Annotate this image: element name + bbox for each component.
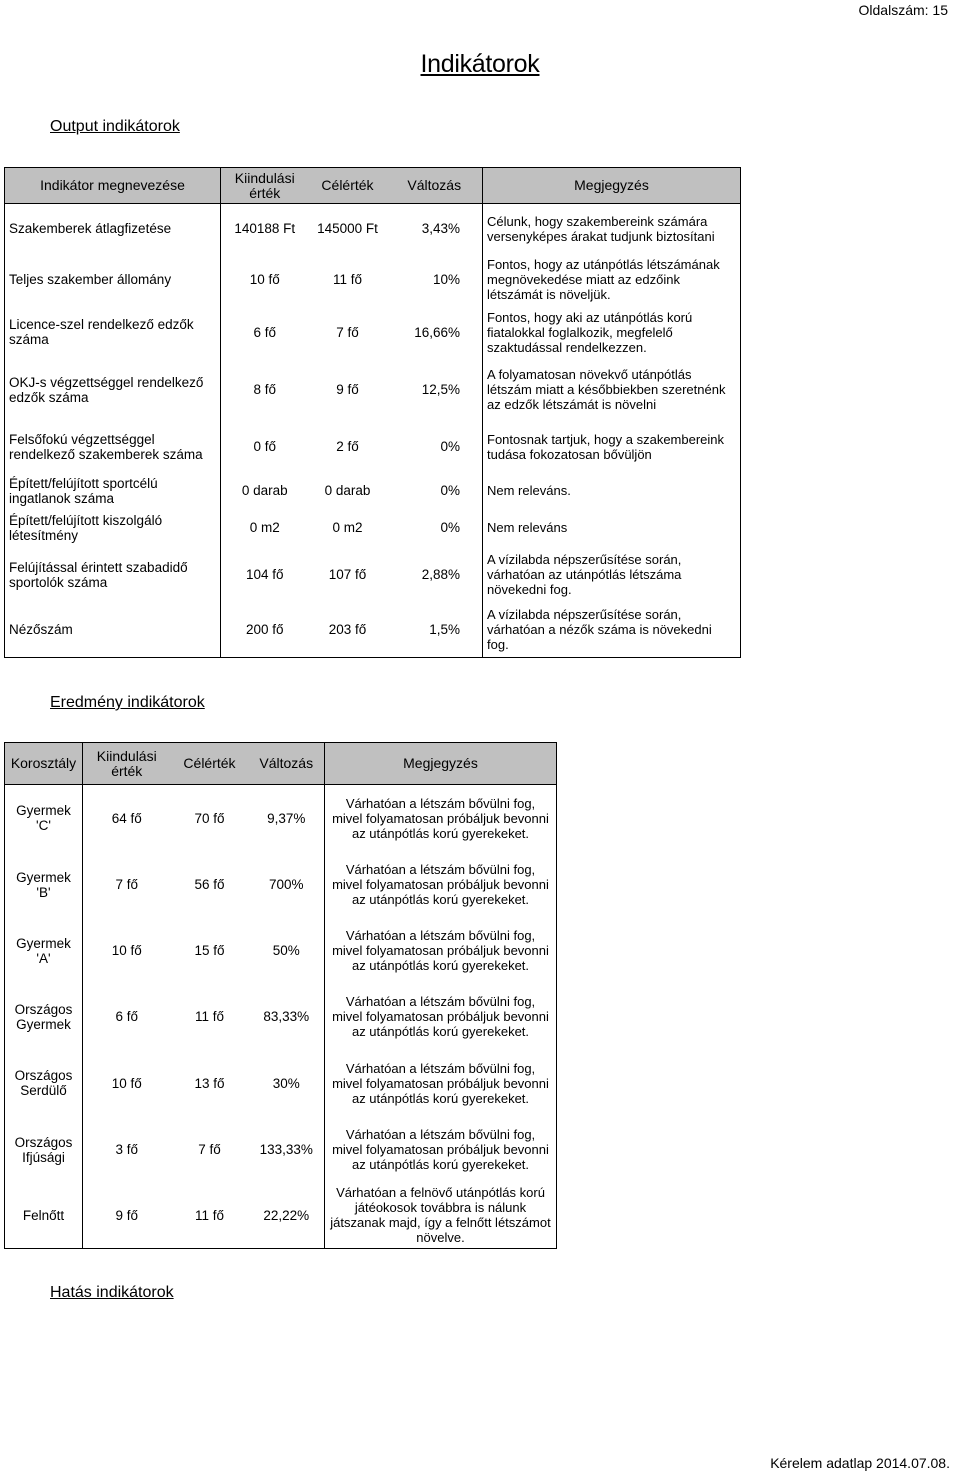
table-row xyxy=(5,359,741,421)
cell-initial: 0 m2 xyxy=(249,520,280,535)
cell-target: 7 fő xyxy=(198,1142,221,1157)
impact-section-title: Hatás indikátorok xyxy=(50,1284,174,1301)
cell-name: Gyermek 'A' xyxy=(5,918,83,984)
cell-target: 107 fő xyxy=(328,567,367,582)
cell-target: 70 fő xyxy=(194,810,225,826)
cell-note: Várhatóan a létszám bővülni fog, mivel folyamatosan próbáljuk bevonni az utánpótlás korú gyerekeket. xyxy=(332,1060,549,1106)
cell-target: 0 m2 xyxy=(332,520,363,535)
header-target-value: Célérték xyxy=(309,168,387,204)
table-row xyxy=(5,984,557,1050)
cell-initial: 0 fő xyxy=(253,439,277,454)
cell-name: Licence-szel rendelkező edzők száma xyxy=(5,306,221,359)
cell-initial: 7 fő xyxy=(115,877,139,892)
cell-target: 0 darab xyxy=(324,483,371,498)
table-row xyxy=(5,204,741,254)
output-indicators-table xyxy=(4,167,741,658)
cell-change: 0% xyxy=(387,509,483,547)
cell-name: Országos Gyermek xyxy=(5,984,83,1050)
cell-change: 10% xyxy=(387,254,483,306)
header-note: Megjegyzés xyxy=(483,168,741,204)
table-row xyxy=(5,421,741,473)
cell-name: Épített/felújított sportcélú ingatlanok száma xyxy=(5,473,221,509)
cell-initial: 9 fő xyxy=(115,1207,139,1223)
table-header-row xyxy=(5,168,741,204)
table-row xyxy=(5,1117,557,1183)
header-initial-value: Kiindulási érték xyxy=(221,168,309,204)
cell-name: Gyermek 'B' xyxy=(5,852,83,918)
cell-note: Várhatóan a létszám bővülni fog, mivel folyamatosan próbáljuk bevonni az utánpótlás korú gyerekeket. xyxy=(332,1127,549,1172)
cell-name: OKJ-s végzettséggel rendelkező edzők száma xyxy=(5,359,221,421)
table-row xyxy=(5,852,557,918)
table-row xyxy=(5,473,741,509)
header-indicator-name: Indikátor megnevezése xyxy=(5,168,221,204)
cell-note: Fontos, hogy az utánpótlás létszámának megnövekedése miatt az edzőink létszámát is növeljük. xyxy=(487,257,720,302)
table-row xyxy=(5,918,557,984)
cell-target: 7 fő xyxy=(336,324,359,340)
cell-initial: 200 fő xyxy=(245,622,284,638)
cell-initial: 10 fő xyxy=(111,943,142,958)
cell-note: Várhatóan a létszám bővülni fog, mivel folyamatosan próbáljuk bevonni az utánpótlás korú gyerekeket. xyxy=(332,862,549,907)
cell-note: A vízilabda népszerűsítése során, várhatóan a nézők száma is növekedni fog. xyxy=(487,607,712,653)
cell-change: 1,5% xyxy=(387,603,483,658)
table-row xyxy=(5,785,557,852)
cell-change: 30% xyxy=(249,1050,325,1117)
footer-text: Kérelem adatlap 2014.07.08. xyxy=(770,1455,950,1471)
cell-initial: 104 fő xyxy=(245,567,284,582)
result-section-title: Eredmény indikátorok xyxy=(50,694,205,711)
cell-initial: 6 fő xyxy=(115,1009,139,1024)
cell-name: Felújítással érintett szabadidő sportolók száma xyxy=(5,547,221,603)
cell-change: 2,88% xyxy=(387,547,483,603)
cell-note: Nem releváns xyxy=(487,520,568,535)
page-title: Indikátorok xyxy=(420,50,540,78)
table-row xyxy=(5,1050,557,1117)
header-target-value: Célérték xyxy=(171,743,249,785)
cell-initial: 10 fő xyxy=(111,1075,142,1091)
cell-change: 133,33% xyxy=(249,1117,325,1183)
table-row xyxy=(5,254,741,306)
cell-target: 11 fő xyxy=(194,1207,225,1223)
cell-target: 9 fő xyxy=(336,382,359,397)
cell-initial: 10 fő xyxy=(249,272,280,287)
cell-name: Felnőtt xyxy=(5,1183,83,1249)
cell-change: 12,5% xyxy=(387,359,483,421)
cell-target: 11 fő xyxy=(194,1009,225,1024)
cell-note: Várhatóan a létszám bővülni fog, mivel folyamatosan próbáljuk bevonni az utánpótlás korú gyerekeket. xyxy=(332,795,549,841)
cell-name: Felsőfokú végzettséggel rendelkező szakemberek száma xyxy=(5,421,221,473)
cell-note: A folyamatosan növekvő utánpótlás létszám miatt a későbbiekben szeretnénk az edzők létszámát is növelni xyxy=(487,367,726,412)
cell-target: 56 fő xyxy=(194,877,225,892)
header-initial-value: Kiindulási érték xyxy=(83,743,171,785)
cell-target: 15 fő xyxy=(194,943,225,958)
cell-note: Várhatóan a létszám bővülni fog, mivel folyamatosan próbáljuk bevonni az utánpótlás korú gyerekeket. xyxy=(332,928,549,973)
cell-initial: 6 fő xyxy=(253,324,277,340)
cell-note: Várhatóan a felnövő utánpótlás korú játéokosok továbbra is nálunk játszanak majd, így a felnőtt létszámot növelve. xyxy=(330,1185,551,1246)
table-row xyxy=(5,1183,557,1249)
cell-change: 0% xyxy=(387,421,483,473)
cell-change: 22,22% xyxy=(249,1183,325,1249)
cell-target: 13 fő xyxy=(194,1075,225,1091)
cell-target: 145000 Ft xyxy=(317,221,378,237)
cell-note: Fontos, hogy aki az utánpótlás korú fiatalokkal foglalkozik, megfelelő szaktudással rendelkezzen. xyxy=(487,309,693,355)
cell-note: Célunk, hogy szakembereink számára versenyképes árakat tudjunk biztosítani xyxy=(487,213,715,244)
cell-change: 9,37% xyxy=(249,785,325,852)
cell-initial: 64 fő xyxy=(111,810,142,826)
header-age-group: Korosztály xyxy=(5,743,83,785)
cell-target: 2 fő xyxy=(336,439,359,454)
table-header-row xyxy=(5,743,557,785)
table-row xyxy=(5,509,741,547)
cell-change: 3,43% xyxy=(387,204,483,254)
header-note: Megjegyzés xyxy=(325,743,557,785)
result-indicators-table xyxy=(4,742,557,1249)
cell-name: Teljes szakember állomány xyxy=(5,254,221,306)
cell-name: Nézőszám xyxy=(5,603,221,658)
table-row xyxy=(5,547,741,603)
cell-note: Nem releváns. xyxy=(487,483,571,498)
cell-name: Országos Ifjúsági xyxy=(5,1117,83,1183)
cell-note: Várhatóan a létszám bővülni fog, mivel folyamatosan próbáljuk bevonni az utánpótlás korú gyerekeket. xyxy=(332,994,549,1039)
cell-name: Országos Serdülő xyxy=(5,1050,83,1117)
cell-note: A vízilabda népszerűsítése során, várhatóan az utánpótlás létszáma növekedni fog. xyxy=(487,552,682,597)
cell-change: 16,66% xyxy=(387,306,483,359)
cell-name: Épített/felújított kiszolgáló létesítmény xyxy=(5,509,221,547)
cell-change: 83,33% xyxy=(249,984,325,1050)
output-section-title: Output indikátorok xyxy=(50,118,180,135)
cell-note: Fontosnak tartjuk, hogy a szakembereink tudása fokozatosan bővüljön xyxy=(487,431,725,462)
cell-name: Gyermek 'C' xyxy=(5,785,83,852)
cell-target: 203 fő xyxy=(328,622,367,638)
cell-initial: 8 fő xyxy=(253,382,277,397)
cell-change: 50% xyxy=(249,918,325,984)
cell-name: Szakemberek átlagfizetése xyxy=(5,204,221,254)
cell-change: 0% xyxy=(387,473,483,509)
cell-initial: 0 darab xyxy=(241,483,288,498)
cell-target: 11 fő xyxy=(332,272,363,287)
table-row xyxy=(5,306,741,359)
header-change: Változás xyxy=(387,168,483,204)
header-change: Változás xyxy=(249,743,325,785)
table-row xyxy=(5,603,741,658)
cell-initial: 3 fő xyxy=(115,1142,139,1157)
cell-initial: 140188 Ft xyxy=(234,221,296,237)
page-number: Oldalszám: 15 xyxy=(858,2,948,18)
cell-change: 700% xyxy=(249,852,325,918)
